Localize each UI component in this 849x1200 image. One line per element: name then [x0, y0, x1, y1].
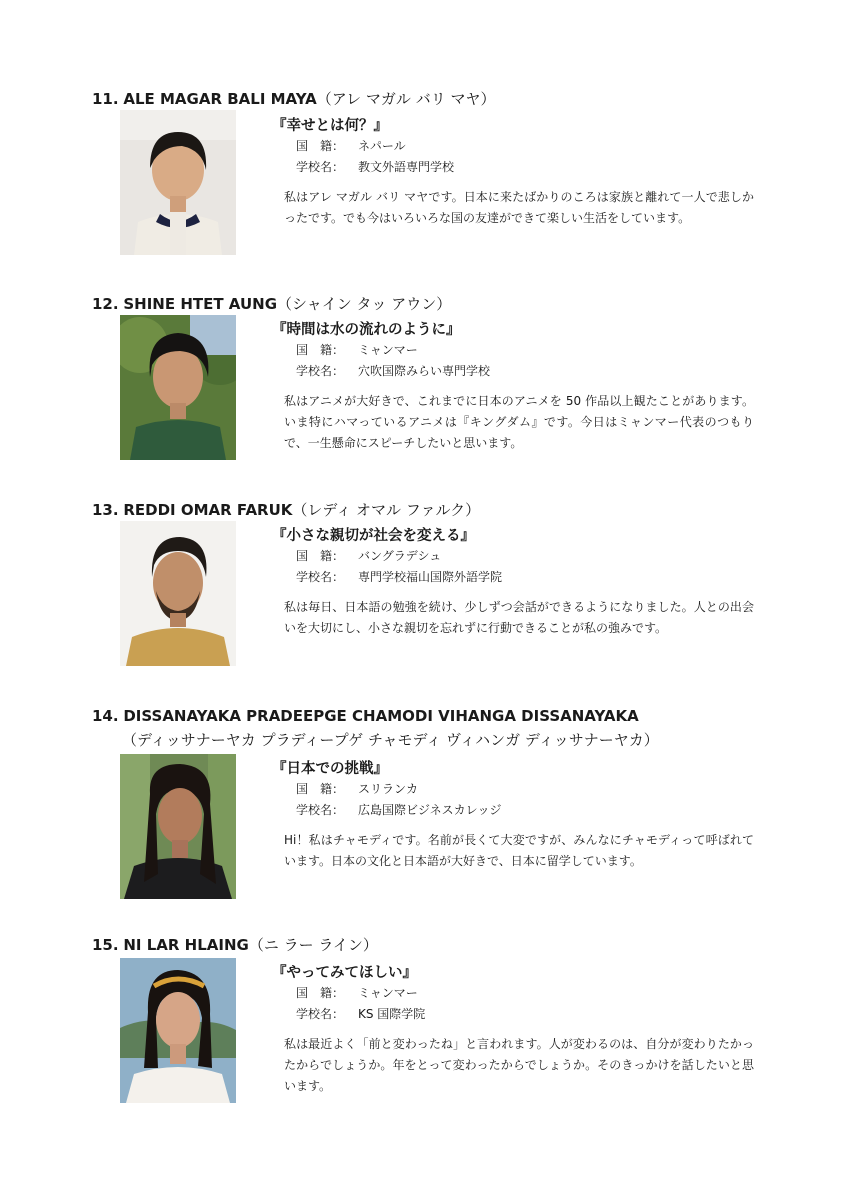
speaker-info: [272, 116, 758, 229]
speech-title: 『小さな親切が社会を変える』: [272, 528, 475, 544]
speaker-bio: 私は毎日、日本語の勉強を続け、少しずつ会話ができるようになりました。人との出会いを大切にし、小さな親切を忘れずに行動できることが私の強みです。: [284, 600, 754, 635]
school-row: 学校名： 教文外語専門学校: [296, 160, 455, 174]
speaker-name-kana: （ディッサナーヤカ プラディープゲ チャモディ ヴィハンガ ディッサナーヤカ）: [122, 731, 659, 749]
speaker-name: 12. SHINE HTET AUNG（シャイン タッ アウン）: [92, 295, 452, 313]
school-row: 学校名： 専門学校福山国際外語学院: [296, 570, 503, 584]
speaker-photo: [120, 521, 236, 666]
school-row: 学校名： 広島国際ビジネスカレッジ: [296, 803, 502, 817]
speaker-info: [272, 526, 758, 639]
speaker-entry-15: [92, 935, 772, 1093]
speaker-bio: 私はアレ マガル バリ マヤです。日本に来たばかりのころは家族と離れて一人で悲しかったです。でも今はいろいろな国の友達ができて楽しい生活をしています。: [284, 190, 754, 225]
speaker-name: 14. DISSANAYAKA PRADEEPGE CHAMODI VIHANGA DISSANAYAKA: [92, 707, 639, 725]
speaker-name: 15. NI LAR HLAING（ニ ラー ライン）: [92, 936, 378, 954]
speaker-photo: [120, 754, 236, 899]
speaker-info: [272, 759, 758, 872]
nationality-row: 国 籍： ネパール: [296, 139, 406, 153]
speaker-entry-14: [92, 706, 772, 868]
school-row: 学校名： KS 国際学院: [296, 1007, 426, 1021]
speaker-name: 11. ALE MAGAR BALI MAYA（アレ マガル バリ マヤ）: [92, 90, 496, 108]
speech-title: 『日本での挑戦』: [272, 761, 388, 777]
speaker-entry-13: [92, 500, 772, 635]
speech-title: 『やってみてほしい』: [272, 965, 417, 981]
speaker-name: 13. REDDI OMAR FARUK（レディ オマル ファルク）: [92, 501, 481, 519]
speaker-info: [272, 963, 758, 1097]
speaker-photo: [120, 110, 236, 255]
speaker-entry-11: [92, 89, 772, 225]
nationality-row: 国 籍： ミャンマー: [296, 343, 418, 357]
speaker-bio: 私はアニメが大好きで、これまでに日本のアニメを 50 作品以上観たことがあります。いま特にハマっているアニメは『キングダム』です。今日はミャンマー代表のつもりで、一生懸命にスピーチしたいと思います。: [284, 394, 754, 450]
speaker-bio: 私は最近よく「前と変わったね」と言われます。人が変わるのは、自分が変わりたかったからでしょうか。年をとって変わったからでしょうか。そのきっかけを話したいと思います。: [284, 1037, 754, 1093]
nationality-row: 国 籍： バングラデシュ: [296, 549, 442, 563]
speech-title: 『幸せとは何？』: [272, 118, 388, 134]
speaker-entry-12: [92, 294, 772, 450]
nationality-row: 国 籍： スリランカ: [296, 782, 419, 796]
nationality-row: 国 籍： ミャンマー: [296, 986, 418, 1000]
school-row: 学校名： 穴吹国際みらい専門学校: [296, 364, 491, 378]
speaker-bio: Hi！私はチャモディです。名前が長くて大変ですが、みんなにチャモディって呼ばれています。日本の文化と日本語が大好きで、日本に留学しています。: [284, 833, 754, 868]
speaker-photo: [120, 315, 236, 460]
speech-title: 『時間は水の流れのように』: [272, 322, 461, 338]
speaker-info: [272, 320, 758, 454]
speaker-photo: [120, 958, 236, 1103]
